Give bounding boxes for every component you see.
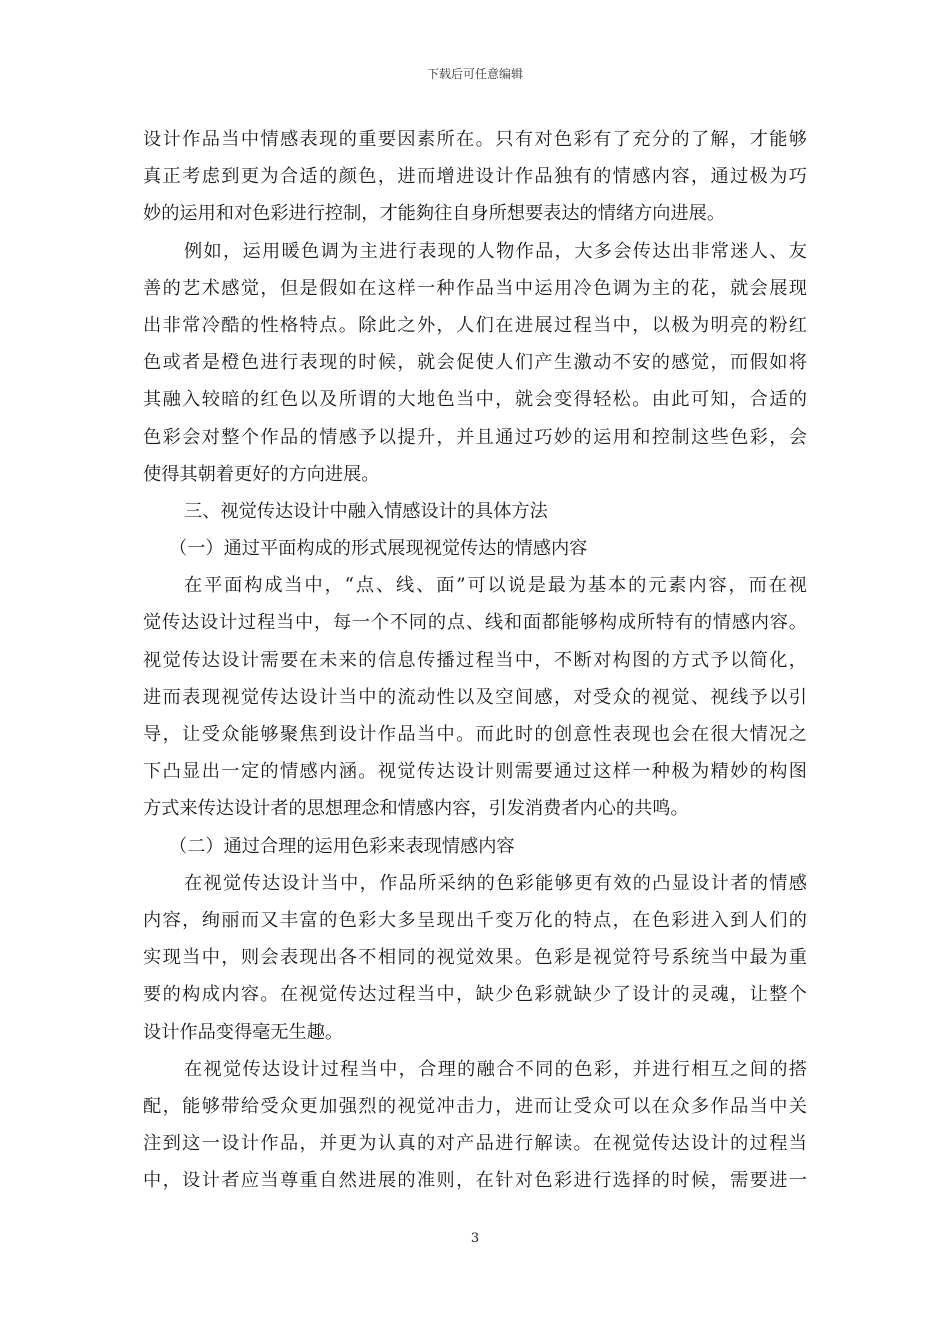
text-line: 进而表现视觉传达设计当中的流动性以及空间感，对受众的视觉、视线予以引 — [143, 686, 807, 708]
text-line: 其融入较暗的红色以及所谓的大地色当中，就会变得轻松。由此可知，合适的 — [143, 389, 807, 411]
text-line: 在平面构成当中，“点、线、面”可以说是最为基本的元素内容，而在视 — [184, 575, 807, 597]
text-line: 中，设计者应当尊重自然进展的准则，在针对色彩进行选择的时候，需要进一 — [143, 1170, 807, 1192]
text-line: 导，让受众能够聚焦到设计作品当中。而此时的创意性表现也会在很大情况之 — [143, 724, 807, 745]
text-line: 色彩会对整个作品的情感予以提升，并且通过巧妙的运用和控制这些色彩，会 — [143, 426, 807, 448]
text-line: 使得其朝着更好的方向进展。 — [143, 463, 380, 485]
text-line: 出非常冷酷的性格特点。除此之外，人们在进展过程当中，以极为明亮的粉红 — [143, 314, 807, 336]
text-line: （一）通过平面构成的形式展现视觉传达的情感内容 — [169, 538, 588, 560]
text-line: 方式来传达设计者的思想理念和情感内容，引发消费者内心的共鸣。 — [143, 798, 689, 820]
text-line: 内容，绚丽而又丰富的色彩大多呈现出千变万化的特点，在色彩进入到人们的 — [143, 909, 807, 931]
text-line: 在视觉传达设计当中，作品所采纳的色彩能够更有效的凸显设计者的情感 — [184, 872, 807, 894]
text-line: 三、视觉传达设计中融入情感设计的具体方法 — [184, 500, 548, 522]
text-line: 要的构成内容。在视觉传达过程当中，缺少色彩就缺少了设计的灵魂，让整个 — [143, 984, 807, 1006]
text-line: 视觉传达设计需要在未来的信息传播过程当中，不断对构图的方式予以简化， — [143, 649, 807, 671]
text-line: 色或者是橙色进行表现的时候，就会促使人们产生激动不安的感觉，而假如将 — [143, 352, 807, 374]
text-line: 配，能够带给受众更加强烈的视觉冲击力，进而让受众可以在众多作品当中关 — [143, 1095, 807, 1117]
text-line: 下凸显出一定的情感内涵。视觉传达设计则需要通过这样一种极为精妙的构图 — [143, 761, 807, 783]
page-number: 3 — [470, 1231, 480, 1246]
text-line: 注到这一设计作品，并更为认真的对产品进行解读。在视觉传达设计的过程当 — [143, 1133, 807, 1155]
text-line: 例如，运用暖色调为主进行表现的人物作品，大多会传达出非常迷人、友 — [184, 240, 807, 262]
text-line: 善的艺术感觉，但是假如在这样一种作品当中运用冷色调为主的花，就会展现 — [143, 277, 807, 299]
text-line: 妙的运用和对色彩进行控制，才能夠往自身所想要表达的情绪方向进展。 — [143, 203, 726, 225]
text-line: （二）通过合理的运用色彩来表现情感内容 — [169, 835, 515, 857]
text-line: 在视觉传达设计过程当中，合理的融合不同的色彩，并进行相互之间的搭 — [184, 1058, 807, 1080]
text-line: 实现当中，则会表现出各不相同的视觉效果。色彩是视觉符号系统当中最为重 — [143, 947, 807, 969]
document-body — [143, 121, 807, 1199]
page-header: 下载后可任意编辑 — [426, 67, 523, 81]
text-line: 设计作品当中情感表现的重要因素所在。只有对色彩有了充分的了解，才能够 — [143, 129, 807, 150]
text-line: 真正考虑到更为合适的颜色，进而增进设计作品独有的情感内容，通过极为巧 — [143, 166, 807, 188]
text-line: 觉传达设计过程当中，每一个不同的点、线和面都能够构成所特有的情感内容。 — [143, 612, 807, 634]
text-line: 设计作品变得毫无生趣。 — [143, 1021, 344, 1043]
